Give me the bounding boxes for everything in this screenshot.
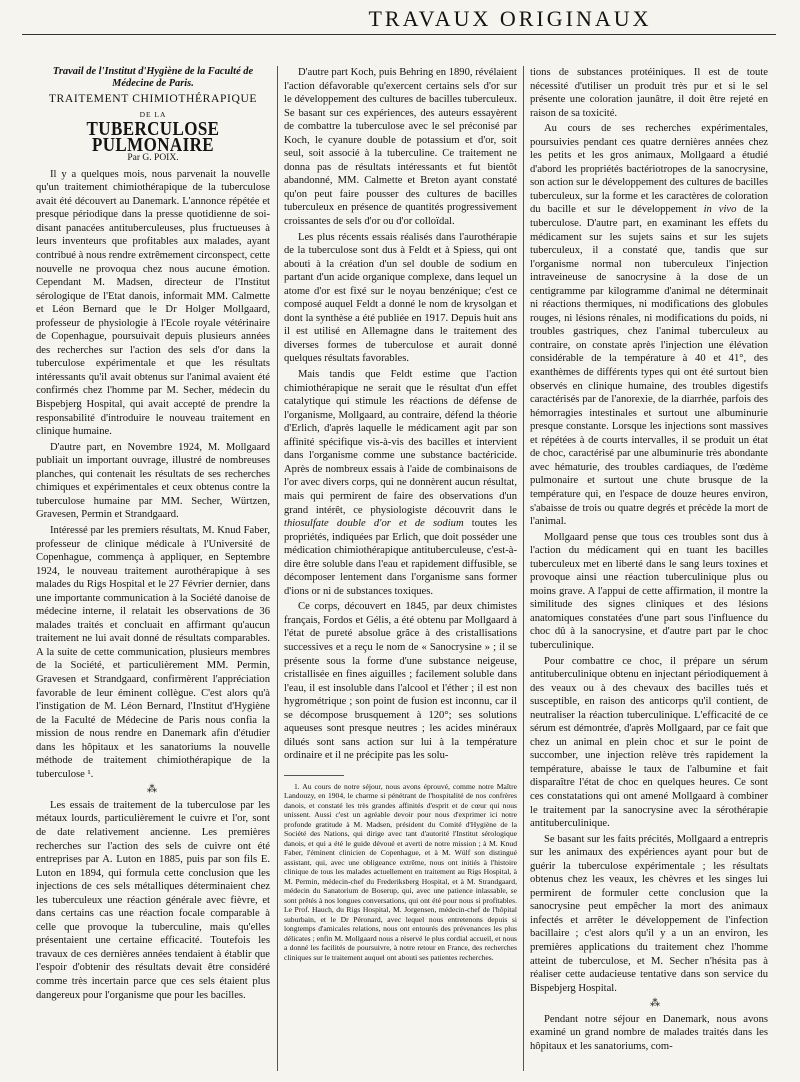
section-header: TRAVAUX ORIGINAUX bbox=[368, 6, 652, 31]
article-title-line-1: TRAITEMENT CHIMIOTHÉRAPIQUE bbox=[48, 92, 258, 105]
column-1 bbox=[36, 66, 270, 1002]
paragraph: tions de substances protéiniques. Il est de toute nécessité d'utiliser un produit très pur et si le sel présente une coloration jaunâtre, il doit être rejeté en raison de sa toxicité. bbox=[530, 67, 768, 119]
text-run: Mais tandis que Feldt estime que l'action chimiothérapique ne serait que le résultat d'un effet catalytique qui stimule les réactions de défense de l'organisme, Mollgaard, au contraire, défend la théorie d'Erlich, d'après laquelle le médicament agit par son affinité spécifique vis-à-vis des bacilles et intervient dans l'organisme comme une substance bactéricide. Après de nombreux essais à l'aide de combinaisons de l'or avec divers corps, qui ne donnèrent aucun résultat, mais qui permirent de faire des observations d'un grand intérêt, ce physiologiste découvrit dans le bbox=[284, 369, 517, 516]
text-run: de la tuberculose. D'autre part, en examinant les effets du médicament sur les sujets sains et sur les sujets tuberculeux, il a constaté que, tandis que sur l'organisme normal non tuberculeux l'injection intraveineuse de sanocrysine à la dose de un centigramme par kilogramme d'animal ne déterminait ni réactions thermiques, ni modifications des globules rouges, ni lésions rénales, ni modifications du poids, ni troubles gastriques, chez l'animal tuberculeux au contraire, on constate après l'injection une élévation considérable de la température à 40 et 41°, des exanthèmes de différents types qui ont été surtout bien observés en clinique humaine, des troubles digestifs caractérisés par de l'anorexie, de la diarrhée, parfois des hémorragies intestinales et surtout une albuminurie presque constante. Lorsque les injections sont massives et répétées à de courts intervalles, il se produit un état de choc, caractérisé par une albuminurie très abondante avec hématurie, des troubles cardiaques, de l'œdème pulmonaire et surtout une chute brusque de la température qui, en l'espace de douze heures environ, s'abaisse de trois ou quatre degrés et précède la mort de l'animal. bbox=[530, 204, 768, 528]
text-run: toutes les propriétés, indiquées par Erlich, que doit posséder une médication chimiothérapique antituberculeuse, c'est-à-dire être soluble dans l'eau et rapidement diffusible, se décomposer lentement dans l'organisme sans former d'ions or ni de substances toxiques. bbox=[284, 518, 517, 597]
text-run: Au cours de ses recherches expérimentales, poursuivies pendant ces quatre dernières années chez les petits et les gros animaux, Mollgaard a étudié d'abord les propriétés bactériotropes de la sanocrysine, son action sur le développement des cultures de bacilles tuberculeux, sur la forme et les caractères de coloration du bacille et sur le développement bbox=[530, 123, 768, 216]
paragraph: Se basant sur les faits précités, Mollgaard a entrepris sur les animaux des expériences ayant pour but de guérir la tuberculose expérimentale ; les résultats obtenus chez les veaux, les chèvres et les singes lui permirent de formuler cette conclusion que la sanocrysine peut empêcher la mort des animaux infectés et arrêter le développement de l'infection bacillaire ; c'est alors qu'il y a un an environ, les premières applications du traitement chez l'homme atteint de tuberculose, et M. Secher n'hésita pas à réaliser cette audacieuse tentative dans son service du Bispebjerg Hospital. bbox=[530, 833, 768, 994]
paragraph: Mollgaard pense que tous ces troubles sont dus à l'action du médicament qui en tuant les bacilles tuberculeux met en liberté dans le sang leurs toxines et provoque ainsi une réaction tuberculinique plus ou moins grave. A l'appui de cette affirmation, il montre la similitude des signes cliniques et des lésions anatomiques constatées d'une part sous l'influence du choc dû à la sanocrysine, et d'autre part par le choc tuberculinique. bbox=[530, 531, 768, 651]
article-title-line-2: DE LA bbox=[139, 109, 167, 119]
paragraph: Les plus récents essais réalisés dans l'aurothérapie de la tuberculose sont dus à Feldt et à Spiess, qui ont abouti à la création d'un sel double de sodium en partant d'un acide organique complexe, dans lequel un atome d'or est fixé sur le noyau benzénique; c'est ce composé auquel Feldt a donné le nom de krysolgan et dont la synthèse a été publiée en 1917. Depuis huit ans il est utilisé en Allemagne dans le traitement des diverses formes de tuberculose et aurait donné quelques résultats favorables. bbox=[284, 231, 517, 365]
paragraph: Les essais de traitement de la tuberculose par les métaux lourds, particulièrement le cuivre et l'or, sont de date relativement ancienne. Les premières recherches sur l'action des sels de cuivre ont été entreprises par A. Luton en 1885, puis par son fils E. Luton en 1894, qui formula cette conclusion que les injections de ces sels métalliques déterminaient chez les tuberculeux une réaction générale avec fièvre, et dans certains cas une réaction focale comparable à celle que provoque la tuberculine, mais qu'elles présentaient une certaine efficacité. Toutefois les travaux de ces dernières années tendaient à établir que l'espoir d'obtenir des résultats devait être considéré comme très incertain parce que ces sels étaient plus dangereux pour l'organisme que pour les bacilles. bbox=[36, 799, 270, 1001]
footnote bbox=[284, 782, 517, 963]
column-divider-2 bbox=[523, 66, 524, 1071]
header-rule bbox=[22, 34, 776, 35]
footnote-text: 1. Au cours de notre séjour, nous avons éprouvé, comme notre Maître Landouzy, en 1904, le charme si pénétrant de l'hospitalité de nos confrères danois, et constaté les très grandes affinités d'esprit et de cœur qui nous unissent. Aussi c'est un agréable devoir pour nous d'exprimer ici notre profonde gratitude à M. Madsen, président du Comité d'Hygiène de la Société des Nations, qui dirige avec tant d'autorité l'Institut sérologique danois, et qui a été le guide dévoué et averti de notre mission ; à M. Knud Faber, l'éminent clinicien de Copenhague, et à M. Wülf son distingué assistant, qui, avec une obligeance extrême, nous ont initiés à l'histoire clinique de tous les malades actuellement en traitement au Rigs Hospital, à M. Permin, médecin-chef du Frederiksberg Hospital, et à M. Strandgaard, médecin du Sanatorium de Boserup, qui, avec une patience inlassable, se sont prêtés à nos longues conversations, qui ont été pour nous si profitables. Le Prof. Hauch, du Rigs Hospital, M. Jorgensen, médecin-chef de l'hôpital suburbain, et le Dr Péronard, avec lequel nous entretenons depuis si longtemps d'amicales relations, nous ont entourés des prévenances les plus délicates ; enfin M. Mollgaard nous a réservé le plus cordial accueil, et nous a donné les facilités de poursuivre, à notre retour en France, des recherches cliniques sur le traitement auquel ont abouti ses patientes recherches. bbox=[284, 781, 517, 962]
column-divider-1 bbox=[277, 66, 278, 1071]
section-separator-stars: ⁂ bbox=[147, 784, 159, 796]
paragraph: Il y a quelques mois, nous parvenait la nouvelle qu'un traitement chimiothérapique de la tuberculose avait été découvert au Danemark. L'annonce répétée et presque périodique dans la presse quotidienne de soi-disant panacées antituberculeuses, plus fructueuses à leurs inventeurs que profitables aux malades, ayant contribué à nous rendre extrêmement circonspect, cette nouvelle ne provoqua chez nous aucune émotion. Cependant M. Madsen, directeur de l'Institut sérologique de l'Etat danois, informait MM. Calmette et Léon Bernard que le Dr Holger Mollgaard, professeur de physiologie à l'Ecole royale vétérinaire de Copenhague, poursuivait depuis plusieurs années des recherches sur l'action des sels d'or dans la tuberculose expérimentale et que les résultats intéressants qu'il avait obtenus sur l'animal avaient été confirmés chez l'homme par M. Secher, médecin du Bispebjerg Hospital, qui avait accepté de prendre la responsabilité d'introduire le nouveau traitement en clinique humaine. bbox=[36, 168, 270, 438]
paragraph bbox=[530, 122, 768, 528]
paragraph bbox=[284, 368, 517, 598]
paragraph: Pendant notre séjour en Danemark, nous avons examiné un grand nombre de malades traités dans les hôpitaux et les sanatoriums, com- bbox=[530, 1013, 768, 1052]
institute-line: Travail de l'Institut d'Hygiène de la Faculté de Médecine de Paris. bbox=[52, 66, 254, 89]
author-line: Par G. POIX. bbox=[127, 153, 179, 164]
paragraph: D'autre part Koch, puis Behring en 1890, révélaient l'action défavorable qu'exercent certains sels d'or sur le développement des cultures de bacilles tuberculeux. Se basant sur ces expériences, des auteurs essayèrent de combattre la tuberculose avec le sel préconisé par Koch, le cyanure double de potassium et d'or, soit seul, soit associé à la tuberculine. Ce traitement ne donna pas de résultats intéressants et fut bientôt abandonné, MM. Calmette et Breton ayant constaté qu'on peut faire pousser des cultures de bacilles tuberculeux en présence de quantités progressivement croissantes de sels d'or ou d'or colloïdal. bbox=[284, 67, 517, 228]
column-2 bbox=[284, 66, 517, 962]
article-title-line-3: TUBERCULOSE PULMONAIRE bbox=[86, 117, 220, 156]
paragraph: Ce corps, découvert en 1845, par deux chimistes français, Fordos et Gélis, a été obtenu par Mollgaard à l'état de pureté absolue grâce à des cristallisations successives et a reçu le nom de « Sanocrysine » ; il se présente sous la forme d'une substance neigeuse, cristallisée en fines aiguilles ; facilement soluble dans l'eau, il est insoluble dans l'alcool et l'éther ; il est non hygrométrique ; son point de fusion est inconnu, car il se décompose brusquement à 120°; ses solutions aqueuses sont presque neutres ; les acides minéraux dilués sont sans action sur lui à la température ordinaire et il ne précipite pas les solu- bbox=[284, 601, 517, 762]
section-separator-stars: ⁂ bbox=[650, 998, 662, 1010]
compound-name: thiosulfate double d'or et de sodium bbox=[284, 518, 464, 530]
footnote-rule bbox=[284, 775, 344, 776]
paragraph: Intéressé par les premiers résultats, M. Knud Faber, professeur de clinique médicale à l'Université de Copenhague, commença à appliquer, en Septembre 1924, le nouveau traitement aurothérapique à ses malades du Rigs Hospital et le 27 Février dernier, dans une importante communication à la Société danoise de médecine interne, il relatait les observations de 36 malades traités et concluait en affirmant qu'aucun traitement ne lui avait donné de résultats comparables. A la suite de cette communication, plusieurs membres de la Société, et particulièrement MM. Permin, Gravesen et Strandgaard, confirmèrent l'appréciation favorable de leur éminent collègue. C'est alors qu'à l'instigation de M. Léon Bernard, l'Institut d'Hygiène de la Faculté de Médecine de Paris nous confia la mission de nous rendre en Danemark afin d'étudier dans les hôpitaux et les sanatoriums la nouvelle méthode de traitement chimiothérapique de la tuberculose ¹. bbox=[36, 524, 270, 780]
latin-phrase: in vivo bbox=[703, 204, 737, 216]
paragraph: Pour combattre ce choc, il prépare un sérum antituberculinique obtenu en injectant périodiquement à des veaux ou à des chevaux des bacilles tués et susceptible, en raison des anticorps qu'il contient, de neutraliser la réaction tuberculinique. L'efficacité de ce sérum est démontrée, d'après Mollgaard, par ce fait que chez un animal en plein choc et sur le point de succomber, une injection relève très rapidement la température, abaisse le taux de l'albumine et fait disparaître l'état de choc en quelques heures. Ce sont ces constatations qui ont amené Mollgaard à combiner le traitement par la sanocrysine avec la sérothérapie antituberculinique. bbox=[530, 655, 768, 830]
column-3 bbox=[530, 66, 768, 1053]
paragraph: D'autre part, en Novembre 1924, M. Mollgaard publiait un important ouvrage, illustré de nombreuses planches, qui contenait les résultats de ses recherches chimiques et expérimentales et ceux obtenus contre la tuberculose humaine par MM. Secher, Würtzen, Gravesen, Permin et Strandgaard. bbox=[36, 441, 270, 521]
